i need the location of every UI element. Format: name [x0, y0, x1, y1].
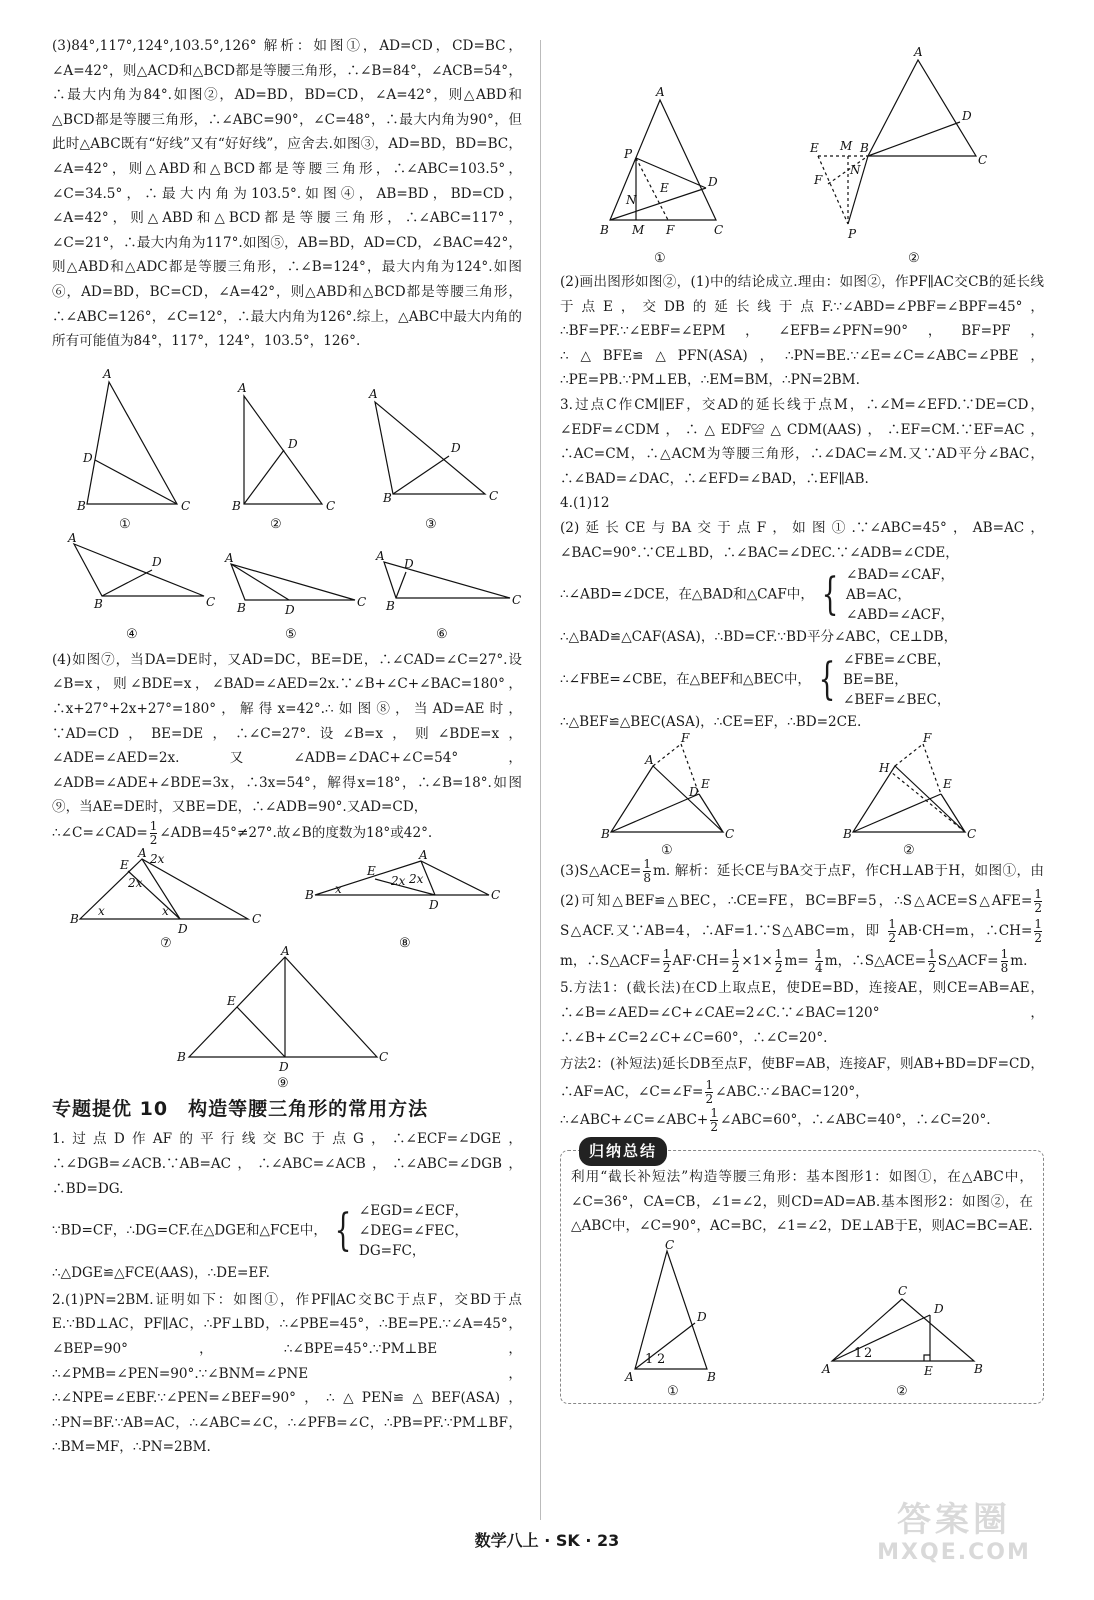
svg-text:C: C — [205, 594, 215, 609]
svg-text:F: F — [681, 731, 690, 746]
svg-text:x: x — [97, 903, 105, 918]
q2-figure-2 — [808, 40, 1008, 270]
svg-text:1: 1 — [644, 1351, 653, 1367]
svg-text:B: B — [93, 596, 103, 611]
svg-text:B: B — [304, 887, 314, 902]
right-column — [560, 34, 1044, 1404]
summary-figures — [571, 1239, 1033, 1399]
svg-text:B: B — [860, 141, 869, 155]
summary-box — [560, 1142, 1044, 1404]
svg-text:A: A — [67, 530, 77, 545]
svg-text:D: D — [404, 556, 414, 571]
svg-text:C: C — [325, 498, 336, 513]
svg-text:F: F — [814, 173, 823, 187]
figure-2 — [222, 364, 342, 532]
svg-text:B: B — [600, 223, 609, 237]
column-divider — [540, 40, 541, 1520]
svg-text:1: 1 — [853, 1345, 862, 1361]
svg-text:D: D — [962, 109, 972, 123]
question-2: 2.(1)PN=2BM.证明如下：如图①，作PF∥AC交BC于点F，交BD于点E.∵BD⊥AC，PF∥AC，∴PF⊥BD，∴∠PBE=45°，∴BE=PE.∵∠A=45°，∠BEP=90°，∴∠BPE=45°.∵PM⊥BE，∴∠PMB=∠PEN=90°.∵∠BNM=∠PNE，∴∠NPE=∠EBF.∵∠PEN=∠BEF=90°，∴△PEN≌△BEF(ASA)，∴PN=BF.∵AB=AC，∴∠ABC=∠C，∴∠PFB=∠C，∴PB=PF.∵PM⊥BF，∴BM=MF，∴PN=2BM. — [52, 1291, 522, 1456]
q4-figure-2 — [843, 731, 1003, 859]
svg-text:N: N — [850, 163, 861, 177]
svg-text:②: ② — [269, 516, 282, 532]
svg-text:C: C — [967, 827, 977, 842]
svg-text:⑧: ⑧ — [398, 935, 411, 951]
answer-4: (4)如图⑦，当DA=DE时，又AD=DC，BE=DE，∴∠CAD=∠C=27°.设∠B=x，则∠BDE=x，∠BAD=∠AED=2x.∵∠B+∠C+∠BAC=180°，∴x+27°+2x+27°=180°，解得x=42°.∴如图⑧，当AD=AE时，∵AD=CD，BE=DE，∴∠C=27°.设∠B=x，则∠BDE=x，∠ADE=∠AED=2x.又∠ADB=∠DAC+∠C=54°，∠ADB=∠ADE+∠BDE=3x，∴3x=54°，解得x=18°，∴∠B=18°.如图⑨，当AE=DE时，又BE=DE，∴∠ADB=90°.又AD=CD， — [52, 651, 522, 816]
svg-text:C: C — [725, 827, 735, 842]
svg-text:C: C — [664, 1237, 674, 1252]
summary-text: 利用“截长补短法”构造等腰三角形：基本图形1：如图①，在△ABC中，∠C=36°，CA=CB，∠1=∠2，则CD=AD=AB.基本图形2：如图②，在△ABC中，∠C=90°，AC=BC，∠1=∠2，DE⊥AB于E，则AC=BC=AE. — [571, 1169, 1033, 1235]
svg-text:B: B — [383, 490, 393, 505]
svg-text:A: A — [224, 550, 234, 565]
question-1: 1.过点D作AF的平行线交BC于点G，∴∠ECF=∠DGE，∴∠DGB=∠ACB.∵AB=AC，∴∠ABC=∠ACB，∴∠ABC=∠DGB，∴BD=DG. — [52, 1131, 522, 1197]
svg-text:E: E — [366, 863, 376, 878]
svg-text:①: ① — [666, 1383, 679, 1399]
figure-6 — [370, 534, 520, 644]
svg-text:E: E — [227, 993, 236, 1008]
figure-9 — [177, 943, 397, 1091]
svg-text:D: D — [177, 921, 188, 936]
question-3: 3.过点C作CM∥EF，交AD的延长线于点M，∴∠M=∠EFD.∵DE=CD，∠EDF=∠CDM，∴△EDF≌△CDM(AAS)，∴EF=CM.∵EF=AC，∴AC=CM，∴△ACM为等腰三角形，∴∠DAC=∠M.又∵AD平分∠BAC，∴∠BAD=∠DAC，∴∠EFD=∠BAD，∴EF∥AB. — [560, 396, 1044, 487]
svg-text:A: A — [656, 85, 665, 99]
svg-text:C: C — [897, 1283, 907, 1298]
svg-text:B: B — [601, 827, 610, 842]
svg-text:A: A — [376, 548, 385, 563]
figure-row-1-3 — [52, 364, 522, 532]
summary-figure-2 — [818, 1239, 998, 1399]
answer-4-end: ∴∠C=∠CAD= $\frac{1}{2}$ ∠ADB=45°≠27°.故∠B的度数为18°或42°. — [52, 818, 433, 847]
svg-text:2x: 2x — [149, 851, 164, 866]
figure-7 — [69, 845, 270, 951]
q4-figure-1 — [601, 731, 761, 859]
svg-text:A: A — [645, 753, 654, 768]
svg-text:C: C — [978, 153, 988, 167]
svg-text:⑤: ⑤ — [284, 626, 297, 642]
question-4-part4: ∴△BEF≌△BEC(ASA)，∴CE=EF，∴BD=2CE. — [560, 713, 862, 730]
svg-text:D: D — [428, 897, 439, 912]
q2-figure-1 — [596, 40, 736, 270]
figure-3 — [355, 364, 515, 532]
svg-text:N: N — [626, 193, 637, 207]
svg-text:M: M — [840, 139, 853, 153]
svg-text:A: A — [102, 366, 112, 381]
question-1-system: ∵BD=CF，∴DG=CF.在△DGE和△FCE中， { ∠EGD=∠ECF， ∠DEG=∠FEC， DG=FC， — [52, 1203, 469, 1260]
svg-text:P: P — [848, 227, 857, 241]
figure-5 — [217, 534, 367, 644]
svg-text:①: ① — [661, 843, 673, 859]
svg-text:②: ② — [903, 843, 915, 859]
svg-text:①: ① — [118, 516, 131, 532]
svg-text:E: E — [923, 1363, 933, 1378]
svg-text:C: C — [512, 592, 522, 607]
svg-text:D: D — [451, 440, 461, 455]
answer-3: (3)84°,117°,124°,103.5°,126° 解析：如图①，AD=CD，CD=BC，∠A=42°，则△ACD和△BCD都是等腰三角形，∴∠B=84°，∠ACB=54°，∴最大内角为84°.如图②，AD=BD，BD=CD，∠A=42°，则△ABD和△BCD都是等腰三角形，∴∠ABC=90°，∠C=48°，∴最大内角为90°，但此时△ABC既有“好线”又有“好好线”，应舍去.如图③，AD=BD，BD=BC，∠A=42°，则△ABD和△BCD都是等腰三角形，∴∠ABC=103.5°，∠C=34.5°，∴最大内角为103.5°.如图④，AB=BD，BD=CD，∠A=42°，则△ABD和△BCD都是等腰三角形，∴∠ABC=117°，∠C=21°，∴最大内角为117°.如图⑤，AB=BD，AD=CD，∠BAC=42°，则△ABD和△ADC都是等腰三角形，∴∠B=124°，最大内角为124°.如图⑥，AD=BD，BC=CD，∠A=42°，则△ABD和△BCD都是等腰三角形，∴∠ABC=126°，∠C=12°，∴最大内角为126°.综上，△ABC中最大内角的所有可能值为84°，117°，124°，103.5°，126°. — [52, 38, 522, 350]
question-5-method-2: 方法2：(补短法)延长DB至点F，使BF=AB，连接AF，则AB+BD=DF=CD，∴AF=AC，∠C=∠F= $\frac{1}{2}$ ∠ABC.∵∠BAC=120°， — [560, 1056, 1044, 1107]
svg-text:B: B — [231, 498, 241, 513]
question-4-part5: (3)S△ACE= $\frac{1}{8}$ m. 解析：延长CE与BA交于点F，作CH⊥AB于H，如图①，由(2)可知△BEF≌△BEC，∴CE=FE，BC=BF=5，∴S△ACE=S△AFE= $\frac{1}{2}$ S△ACF.又∵AB=4，∴AF=1.∵S△ABC=m，即 $\frac{1}{2}$ AB·CH=m，∴CH= $\frac{1}{2}$ m，∴S△ACF= $\frac{1}{2}$ AF·CH= $\frac{1}{2}$ ×1× $\frac{1}{2}$ m= $\frac{1}{4}$ m，∴S△ACE= $\frac{1}{2}$ S△ACF= $\frac{1}{8}$ m. — [560, 857, 1045, 976]
svg-text:A: A — [137, 845, 147, 860]
svg-text:2x: 2x — [408, 871, 423, 886]
svg-text:D: D — [287, 436, 298, 451]
svg-text:2: 2 — [656, 1351, 665, 1367]
figure-row-4-6 — [52, 530, 522, 644]
svg-text:2: 2 — [863, 1345, 872, 1361]
svg-text:D: D — [933, 1301, 944, 1316]
svg-text:D: D — [689, 785, 699, 800]
svg-text:x: x — [161, 903, 169, 918]
svg-text:B: B — [177, 1049, 186, 1064]
question-1-conclusion: ∴△DGE≌△FCE(AAS)，∴DE=EF. — [52, 1265, 270, 1282]
watermark: 答案圈 MXQE.COM — [877, 1500, 1031, 1565]
question-4-system-2: ∴∠FBE=∠CBE，在△BEF和△BEC中， { ∠FBE=∠CBE， BE=BE， ∠BEF=∠BEC， — [560, 651, 951, 708]
question-2-part2: (2)画出图形如图②，(1)中的结论成立.理由：如图②，作PF∥AC交CB的延长线于点E，交DB的延长线于点F.∵∠ABD=∠PBF=∠BPF=45°，∴BF=PF.∵∠EBF=∠EPM，∠EFB=∠PFN=90°，BF=PF，∴△BFE≌△PFN(ASA)，∴PN=BE.∵∠E=∠C=∠ABC=∠PBE，∴PE=PB.∵PM⊥EB，∴EM=BM，∴PN=2BM. — [560, 274, 1044, 389]
svg-text:B: B — [973, 1361, 983, 1376]
svg-text:A: A — [237, 380, 247, 395]
svg-text:C: C — [489, 488, 499, 503]
svg-text:C: C — [714, 223, 724, 237]
summary-tag: 归纳总结 — [579, 1137, 667, 1166]
svg-text:D: D — [279, 1059, 289, 1074]
q4-figures — [560, 731, 1044, 859]
svg-text:④: ④ — [125, 626, 138, 642]
svg-text:2x: 2x — [127, 875, 142, 890]
question-5-conclusion: ∴∠ABC+∠C=∠ABC+ $\frac{1}{2}$ ∠ABC=60°，∴∠ABC=40°，∴∠C=20°. — [560, 1106, 991, 1135]
svg-text:D: D — [151, 554, 162, 569]
svg-text:B: B — [843, 827, 852, 842]
section-title: 专题提优 10 构造等腰三角形的常用方法 — [52, 1097, 429, 1120]
figure-8 — [304, 847, 505, 951]
svg-text:A: A — [418, 847, 428, 862]
svg-text:①: ① — [654, 251, 666, 266]
svg-text:A: A — [821, 1361, 831, 1376]
svg-text:F: F — [666, 223, 675, 237]
svg-text:2x: 2x — [390, 873, 405, 888]
svg-text:P: P — [624, 147, 633, 161]
svg-text:x: x — [334, 881, 342, 896]
svg-text:E: E — [119, 857, 129, 872]
svg-text:A: A — [914, 45, 923, 59]
svg-text:B: B — [706, 1369, 716, 1384]
svg-text:C: C — [251, 911, 261, 926]
svg-text:③: ③ — [425, 516, 437, 532]
question-4-part1: 4.(1)12 — [560, 495, 610, 512]
question-5-method-1: 5.方法1：(截长法)在CD上取点E，使DE=BD，连接AE，则CE=AB=AE，∴∠B=∠AED=∠C+∠CAE=2∠C.∵∠BAC=120°，∴∠B+∠C=2∠C+∠C=60°，∴∠C=20°. — [560, 980, 1044, 1046]
svg-text:②: ② — [895, 1383, 908, 1399]
svg-text:⑥: ⑥ — [436, 626, 448, 642]
svg-text:B: B — [69, 911, 79, 926]
question-4-part3: ∴△BAD≌△CAF(ASA)，∴BD=CF.∵BD平分∠ABC，CE⊥DB， — [560, 629, 958, 646]
svg-text:⑦: ⑦ — [159, 935, 172, 951]
summary-figure-1 — [607, 1239, 747, 1399]
svg-text:C: C — [490, 887, 500, 902]
svg-text:D: D — [708, 175, 718, 189]
svg-text:D: D — [82, 450, 93, 465]
svg-text:②: ② — [908, 251, 920, 266]
svg-text:B: B — [386, 598, 396, 613]
svg-text:E: E — [810, 141, 819, 155]
figure-row-9 — [52, 943, 522, 1091]
svg-text:E: E — [943, 777, 952, 792]
figure-4 — [54, 530, 215, 644]
svg-text:M: M — [632, 223, 645, 237]
svg-text:C: C — [356, 594, 367, 609]
figure-1 — [59, 364, 209, 532]
svg-text:B: B — [236, 600, 246, 615]
svg-text:B: B — [76, 498, 86, 513]
svg-text:F: F — [923, 731, 932, 746]
figure-row-7-8 — [52, 845, 522, 951]
svg-text:A: A — [624, 1369, 634, 1384]
svg-text:A: A — [281, 943, 290, 958]
left-column — [52, 34, 522, 1460]
svg-text:E: E — [701, 777, 710, 792]
svg-text:A: A — [369, 386, 378, 401]
svg-text:D: D — [696, 1309, 707, 1324]
question-4-part2: (2)延长CE与BA交于点F，如图①.∵∠ABC=45°，AB=AC，∠BAC=90°.∵CE⊥BD，∴∠BAC=∠DEC.∵∠ADB=∠CDE， — [560, 519, 1044, 561]
page-footer: 数学八上 · SK · 23 — [474, 1531, 620, 1550]
question-4-system-1: ∴∠ABD=∠DCE，在△BAD和△CAF中， { ∠BAD=∠CAF， AB=AC， ∠ABD=∠ACF， — [560, 567, 955, 624]
svg-text:H: H — [879, 761, 890, 776]
svg-text:⑨: ⑨ — [277, 1075, 289, 1091]
svg-text:D: D — [284, 602, 295, 617]
fraction: $\frac{1}{2}$ — [149, 818, 158, 847]
svg-text:C: C — [180, 498, 190, 513]
svg-text:C: C — [379, 1049, 389, 1064]
svg-text:E: E — [660, 181, 669, 195]
q2-figures — [560, 34, 1044, 270]
